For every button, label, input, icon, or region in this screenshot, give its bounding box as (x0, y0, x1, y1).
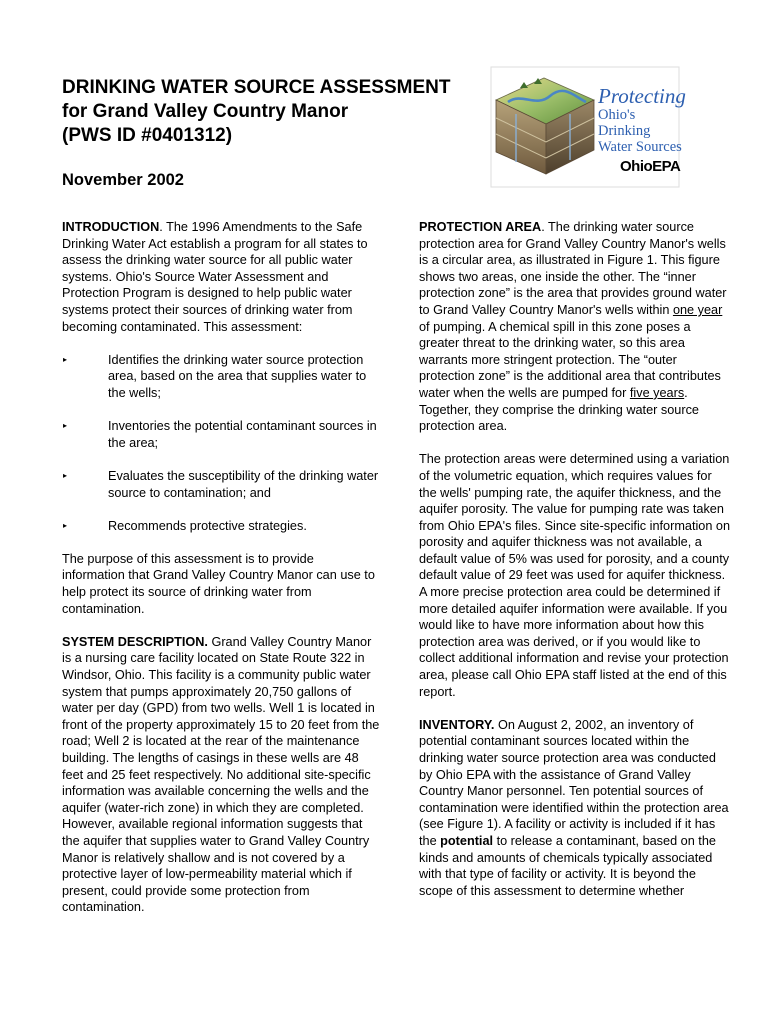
logo-line-1: Protecting (598, 84, 686, 108)
logo-line-2: Ohio's Drinking (598, 107, 651, 139)
triangle-bullet-icon: ▸ (63, 421, 68, 431)
emphasized-term: potential (440, 833, 494, 848)
logo-text (598, 85, 686, 155)
protection-area-heading: PROTECTION AREA (419, 220, 542, 234)
list-item (62, 468, 380, 501)
underlined-term: five years (629, 385, 685, 400)
protection-area-paragraph: PROTECTION AREA. The drinking water source protection area for Grand Valley Country Manor's wells is a circular area, as illustrated in Figure 1. This figure shows two areas, one inside the other. The “inner protection zone” is the area that provides ground water to Grand Valley Country Manor's wells within one year of pumping. A chemical spill in this zone poses a greater threat to the drinking water, so this area warrants more stringent protection. The “outer protection zone” is the additional area that contributes water when the wells are pumped for five years. Together, they comprise the drinking water source protection area. (419, 220, 727, 434)
inventory-heading: INVENTORY. (419, 717, 495, 732)
protection-method-paragraph: The protection areas were determined using a variation of the volumetric equation, which requires values for the wells' pumping rate, the aquifer thickness, and the aquifer porosity. The value for pumping rate was taken from Ohio EPA's files. Since site-specific information on porosity and aquifer thickness was not available, a default value of 5% was used for porosity, and a county default value of 29 feet was used for aquifer thickness. A more precise protection area could be determined if more detailed aquifer information were available. If you would like to have more information about how this protection area was derived, or if you would like to collect additional information and revise your protection area, please call Ohio EPA staff listed at the end of this report. (419, 452, 731, 699)
triangle-bullet-icon: ▸ (63, 470, 68, 480)
list-item (62, 518, 380, 535)
purpose-paragraph: The purpose of this assessment is to provide information that Grand Valley Country Manor can use to help protect its source of drinking water from contamination. (62, 551, 375, 616)
logo-line-3: Water Sources (598, 139, 682, 155)
triangle-bullet-icon: ▸ (63, 520, 68, 530)
bullet-text: Recommends protective strategies. (108, 518, 307, 533)
list-item (62, 418, 380, 451)
system-description-paragraph (62, 634, 380, 916)
ohio-epa-wordmark: OhioEPA (620, 158, 681, 175)
bullet-text: Identifies the drinking water source protection area, based on the area that supplies water to the wells; (108, 352, 367, 400)
title-line-1: DRINKING WATER SOURCE ASSESSMENT (62, 77, 451, 98)
bullet-text: Inventories the potential contaminant sources in the area; (108, 419, 377, 450)
intro-heading: INTRODUCTION (62, 220, 160, 234)
intro-text: . The 1996 Amendments to the Safe Drinking Water Act establish a program for all states to assess the drinking water source for all public water systems. Ohio's Source Water Assessment and Protection Program is designed to help public water systems protect their sources of drinking water from becoming contaminated. This assessment: (62, 220, 368, 334)
left-column (62, 219, 380, 933)
report-date: November 2002 (62, 171, 184, 189)
bullet-text: Evaluates the susceptibility of the drinking water source to contamination; and (108, 468, 379, 500)
document-title (62, 76, 492, 148)
ohio-epa-logo (490, 66, 686, 188)
title-line-2: for Grand Valley Country Manor (62, 101, 349, 122)
right-column (419, 219, 731, 916)
underlined-term: one year (672, 302, 723, 317)
triangle-bullet-icon: ▸ (63, 354, 68, 364)
inventory-paragraph: INVENTORY. On August 2, 2002, an inventory of potential contaminant sources located within the drinking water source protection area was conducted by Ohio EPA with the assistance of Grand Valley Country Manor personnel. Ten potential sources of contamination were identified within the protection area (see Figure 1). A facility or activity is included if it has the potential to release a contaminant, based on the kinds and amounts of chemicals typically associated with that type of facility or activity. It is beyond the scope of this assessment to determine whether (419, 717, 729, 898)
list-item (62, 352, 380, 402)
title-line-3: (PWS ID #0401312) (62, 125, 233, 146)
system-description-heading: SYSTEM DESCRIPTION. (62, 634, 208, 649)
assessment-bullet-list (62, 352, 380, 535)
system-description-text: Grand Valley Country Manor is a nursing care facility located on State Route 322 in Windsor, Ohio. This facility is a community public water system that pumps approximately 20,750 gallons of water per day (GPD) from two wells. Well 1 is located in front of the property approximately 15 to 20 feet from the road; Well 2 is located at the rear of the maintenance building. The lengths of casings in these wells are 48 feet and 25 feet respectively. No additional site-specific information was available concerning the wells and the aquifer (water-rich zone) in which they are completed. However, available regional information suggests that the aquifer that supplies water to Grand Valley Country Manor is relatively shallow and is not covered by a protective layer of low-permeability material which if present, could provide some protection from contamination. (62, 634, 380, 915)
intro-paragraph (62, 219, 380, 335)
